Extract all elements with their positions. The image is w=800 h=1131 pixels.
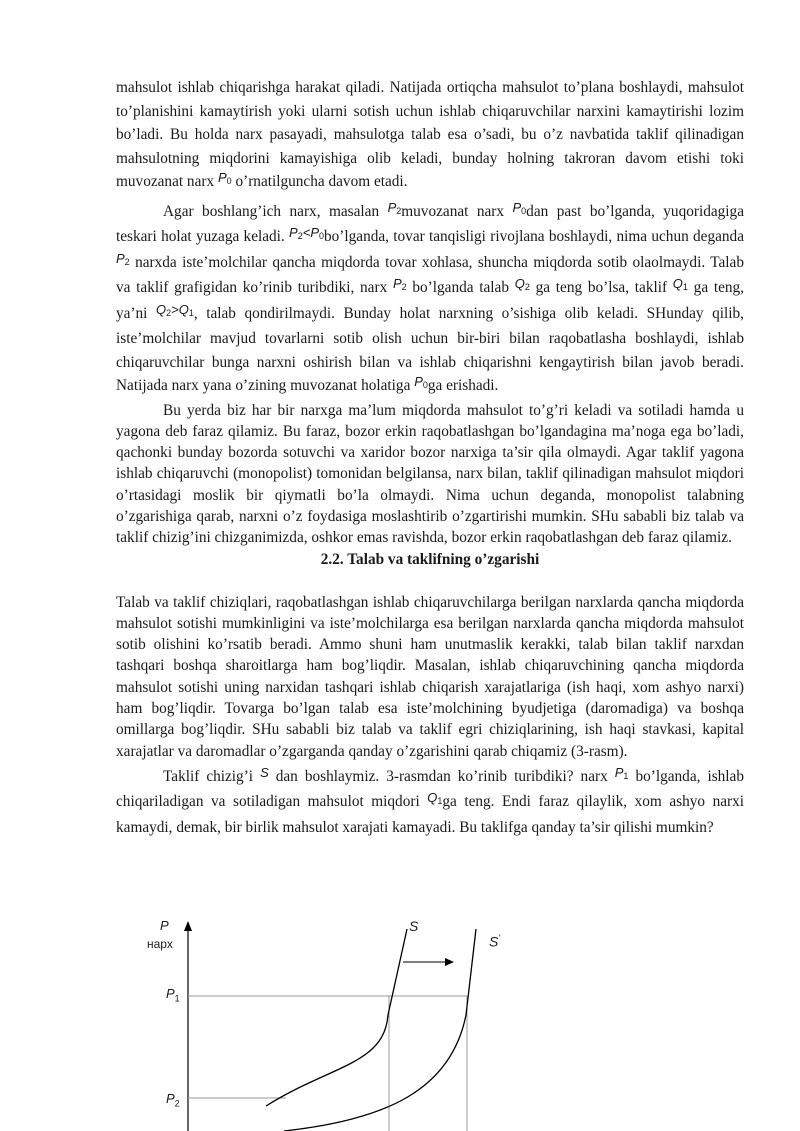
y-axis-arrowhead-icon: [184, 921, 192, 931]
shift-arrow-icon: [445, 958, 454, 966]
variable: P0: [414, 374, 428, 390]
spacer: [116, 571, 744, 592]
variable: Q2: [514, 276, 530, 292]
page-text: [116, 76, 744, 839]
paragraph-1: [116, 76, 744, 196]
supply-shift-figure: [116, 905, 536, 1131]
paragraph-3: Bu yerda biz har bir narxga ma’lum miqdorda mahsulot to’g’ri keladi va sotiladi hamda u yagona deb faraz qilamiz. Bu faraz, bozor erkin raqobatlashgan bo’lgandagina ma’noga ega bo’ladi, qachonki bunday bozorda sotuvchi va xaridor bozor narxiga ta’sir qila olmaydi. Agar taklif yagona ishlab chiqaruvchi (monopolist) tomonidan belgilansa, narx bilan, taklif qilinadigan mahsulot miqdori o’rtasidagi moslik bir qiymatli bo’la olmaydi. Nima uchun deganda, monopolist talabning o’zgarishiga qarab, narxni o’z foydasiga moslashtirib o’zgartirishi mumkin. SHu sababli biz talab va taklif chizig’ini chizganimizda, oshkor emas ravishda, bozor erkin raqobatlashgan deb faraz qilamiz.: [116, 401, 744, 547]
variable: Q2>Q1: [155, 301, 194, 318]
curve-s-label: S: [409, 918, 419, 934]
variable: P2: [116, 250, 130, 267]
variable: P0: [217, 170, 232, 186]
variable: P2: [392, 276, 407, 292]
text-run: o’rnatilguncha davom etadi.: [231, 173, 408, 190]
y-axis-word: нарх: [147, 937, 173, 951]
variable: P2: [387, 199, 402, 216]
section-heading: 2.2. Talab va taklifning o’zgarishi: [320, 550, 540, 568]
supply-curve-s: [266, 929, 407, 1106]
p1-label: $P_1$: [166, 986, 180, 1004]
variable: P2<P0: [289, 225, 324, 241]
variable: S: [260, 764, 269, 780]
y-axis-symbol: P: [160, 918, 169, 933]
paragraph-5: Taklif chizig’i $^S$ dan boshlaymiz. 3-rasmdan ko’rinib turibdiki? narx $^{P_1}$ bo’lganda, ishlab chiqariladigan va sotiladigan mahsulot miqdori $^{Q_1}$ga teng. Endi faraz qilaylik, xom ashyo narxi kamaydi, demak, bir birlik mahsulot xarajati kamayadi. Bu taklifga qanday ta’sir qilishi mumkin?: [116, 764, 745, 836]
variable: P1: [614, 764, 629, 781]
variable: Q1: [672, 276, 688, 292]
p2-label: $P_2$: [166, 1091, 180, 1109]
variable: P0: [512, 199, 527, 216]
paragraph-4: Talab va taklif chiziqlari, raqobatlashgan ishlab chiqaruvchilarga berilgan narxlarda qancha miqdorda mahsulot sotishi mumkinligini va iste’molchilarga esa berilgan narxlarda qancha miqdorda mahsulot sotib olishini ko’rsatib beradi. Ammo shuni ham unutmaslik kerakki, talab bilan taklif narxdan tashqari boshqa sharoitlarga ham bog’liqdir. Masalan, ishlab chiqaruvchining qancha miqdorda mahsulot sotishi uning narxidan tashqari ishlab chiqarish xarajatlariga (ish haqi, xom ashyo narxi) ham bog’liqdir. Tovarga bo’lgan talab esa iste’molchining byudjetiga (daromadiga) va boshqa omillarga bog’liqdir. SHu sababli biz talab va taklif egri chiziqlarining, ish haqi stavkasi, kapital xarajatlar va daromadlar o’zgarganda qanday o’zgarishini qarab chiqamiz (3-rasm).: [116, 593, 744, 760]
variable: Q1: [427, 790, 443, 807]
paragraph-2: Agar boshlang’ich narx, masalan $^{P_2}$muvozanat narx $^{P_0}$dan past bo’lganda, yuqoridagiga teskari holat yuzaga keladi. $^{P_2<P_0}$bo’lganda, tovar tanqisligi rivojlana boshlaydi, nima uchun deganda $^{P_2}$ narxda iste’molchilar qancha miqdorda tovar xohlasa, shuncha miqdorda sotib olaolmaydi. Talab va taklif grafigidan ko’rinib turibdiki, narx $^{P_2}$ bo’lganda talab $^{Q_2}$ ga teng bo’lsa, taklif $^{Q_1}$ ga teng, ya’ni $^{Q_2>Q_1}$, talab qondirilmaydi. Bunday holat narxning o’sishiga olib keladi. SHunday qilib, iste’molchilar mavjud tovarlarni sotib olish uchun bir-biri bilan raqobatlasha boshlaydi, ishlab chiqaruvchilar bunga narxni oshirish bilan va ishlab chiqarishni kengaytirish bilan javob beradi. Natijada narx yana o’zining muvozanat holatiga $^{P_0}$ga erishadi.: [116, 199, 744, 394]
text-run: mahsulot ishlab chiqarishga harakat qiladi. Natijada ortiqcha mahsulot to’plana boshlaydi, mahsulot to’planishini kamaytirish yoki ularni sotish uchun ishlab chiqaruvchilar narxini kamaytirishi lozim bo’ladi. Bu holda narx pasayadi, mahsulotga talab esa o’sadi, bu o’z navbatida taklif qilinadigan mahsulotning miqdorini kamayishiga olib keladi, bunday holning takroran davom etishi toki muvozanat narx: [116, 79, 744, 190]
curve-s-prime-label: S': [489, 933, 501, 950]
